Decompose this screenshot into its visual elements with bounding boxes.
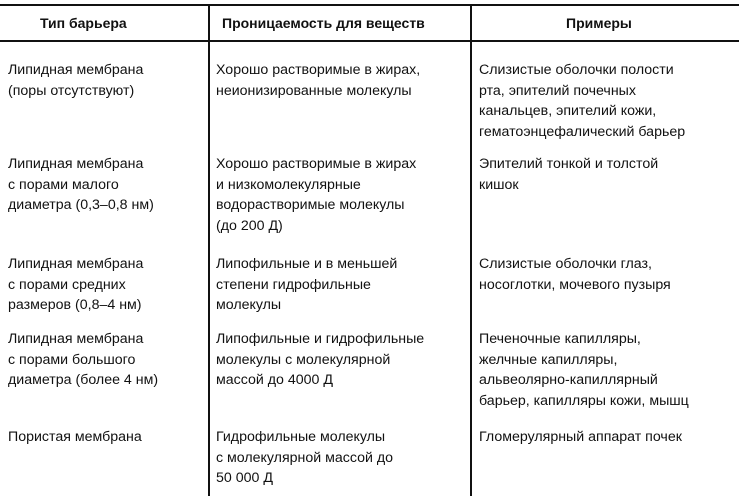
row-2-barrier-type <box>8 154 204 216</box>
column-divider-1 <box>208 4 210 496</box>
cell-line: с молекулярной массой до <box>216 449 394 466</box>
cell-line: Хорошо растворимые в жирах <box>216 156 417 172</box>
cell-line: Гломерулярный аппарат почек <box>479 429 682 445</box>
row-1-barrier-type <box>8 60 204 101</box>
cell-line: (поры отсутствуют) <box>8 82 135 99</box>
cell-line: гематоэнцефалический барьер <box>479 123 686 140</box>
cell-line: с порами средних <box>8 276 126 293</box>
cell-line: с порами малого <box>8 176 119 193</box>
cell-line: с порами большого <box>8 351 136 368</box>
row-3-permeability <box>216 254 474 316</box>
cell-line: Липофильные и гидрофильные <box>216 331 425 347</box>
cell-line: молекулы <box>216 297 282 314</box>
header-examples: Примеры <box>566 15 632 31</box>
row-5-examples <box>479 427 735 448</box>
cell-line: рта, эпителий почечных <box>479 82 636 99</box>
cell-line: Липидная мембрана <box>8 256 144 272</box>
cell-line: кишок <box>479 176 519 193</box>
cell-line: Печеночные капилляры, <box>479 331 641 347</box>
cell-line: барьер, капилляры кожи, мышц <box>479 392 689 409</box>
row-5-permeability <box>216 427 474 489</box>
cell-line: Пористая мембрана <box>8 429 142 445</box>
row-3-examples <box>479 254 735 295</box>
row-2-permeability <box>216 154 474 236</box>
cell-line: Слизистые оболочки глаз, <box>479 256 652 272</box>
header-permeability: Проницаемость для веществ <box>222 15 425 31</box>
cell-line: молекулы с молекулярной <box>216 351 391 368</box>
table-top-rule <box>0 4 739 6</box>
cell-line: Липофильные и в меньшей <box>216 256 398 272</box>
cell-line: Эпителий тонкой и толстой <box>479 156 659 172</box>
cell-line: и низкомолекулярные <box>216 176 361 193</box>
header-barrier-type: Тип барьера <box>40 15 127 31</box>
cell-line: размеров (0,8–4 нм) <box>8 297 142 314</box>
row-4-examples <box>479 329 735 411</box>
cell-line: диаметра (более 4 нм) <box>8 372 159 389</box>
row-1-permeability <box>216 60 474 101</box>
row-4-barrier-type <box>8 329 204 391</box>
cell-line: желчные капилляры, <box>479 351 618 368</box>
cell-line: степени гидрофильные <box>216 276 371 293</box>
row-5-barrier-type <box>8 427 204 448</box>
row-4-permeability <box>216 329 474 391</box>
cell-line: Хорошо растворимые в жирах, <box>216 62 421 78</box>
cell-line: Слизистые оболочки полости <box>479 62 674 78</box>
row-2-examples <box>479 154 735 195</box>
cell-line: 50 000 Д <box>216 470 273 487</box>
cell-line: канальцев, эпителий кожи, <box>479 103 657 120</box>
row-1-examples <box>479 60 735 142</box>
cell-line: Гидрофильные молекулы <box>216 429 386 445</box>
header-bottom-rule <box>0 40 739 42</box>
cell-line: (до 200 Д) <box>216 217 283 234</box>
cell-line: альвеолярно-капиллярный <box>479 372 658 389</box>
cell-line: неионизированные молекулы <box>216 82 412 99</box>
cell-line: Липидная мембрана <box>8 331 144 347</box>
cell-line: массой до 4000 Д <box>216 372 333 389</box>
cell-line: диаметра (0,3–0,8 нм) <box>8 197 154 214</box>
row-3-barrier-type <box>8 254 204 316</box>
cell-line: Липидная мембрана <box>8 156 144 172</box>
cell-line: носоглотки, мочевого пузыря <box>479 276 671 293</box>
cell-line: Липидная мембрана <box>8 62 144 78</box>
cell-line: водорастворимые молекулы <box>216 197 405 214</box>
